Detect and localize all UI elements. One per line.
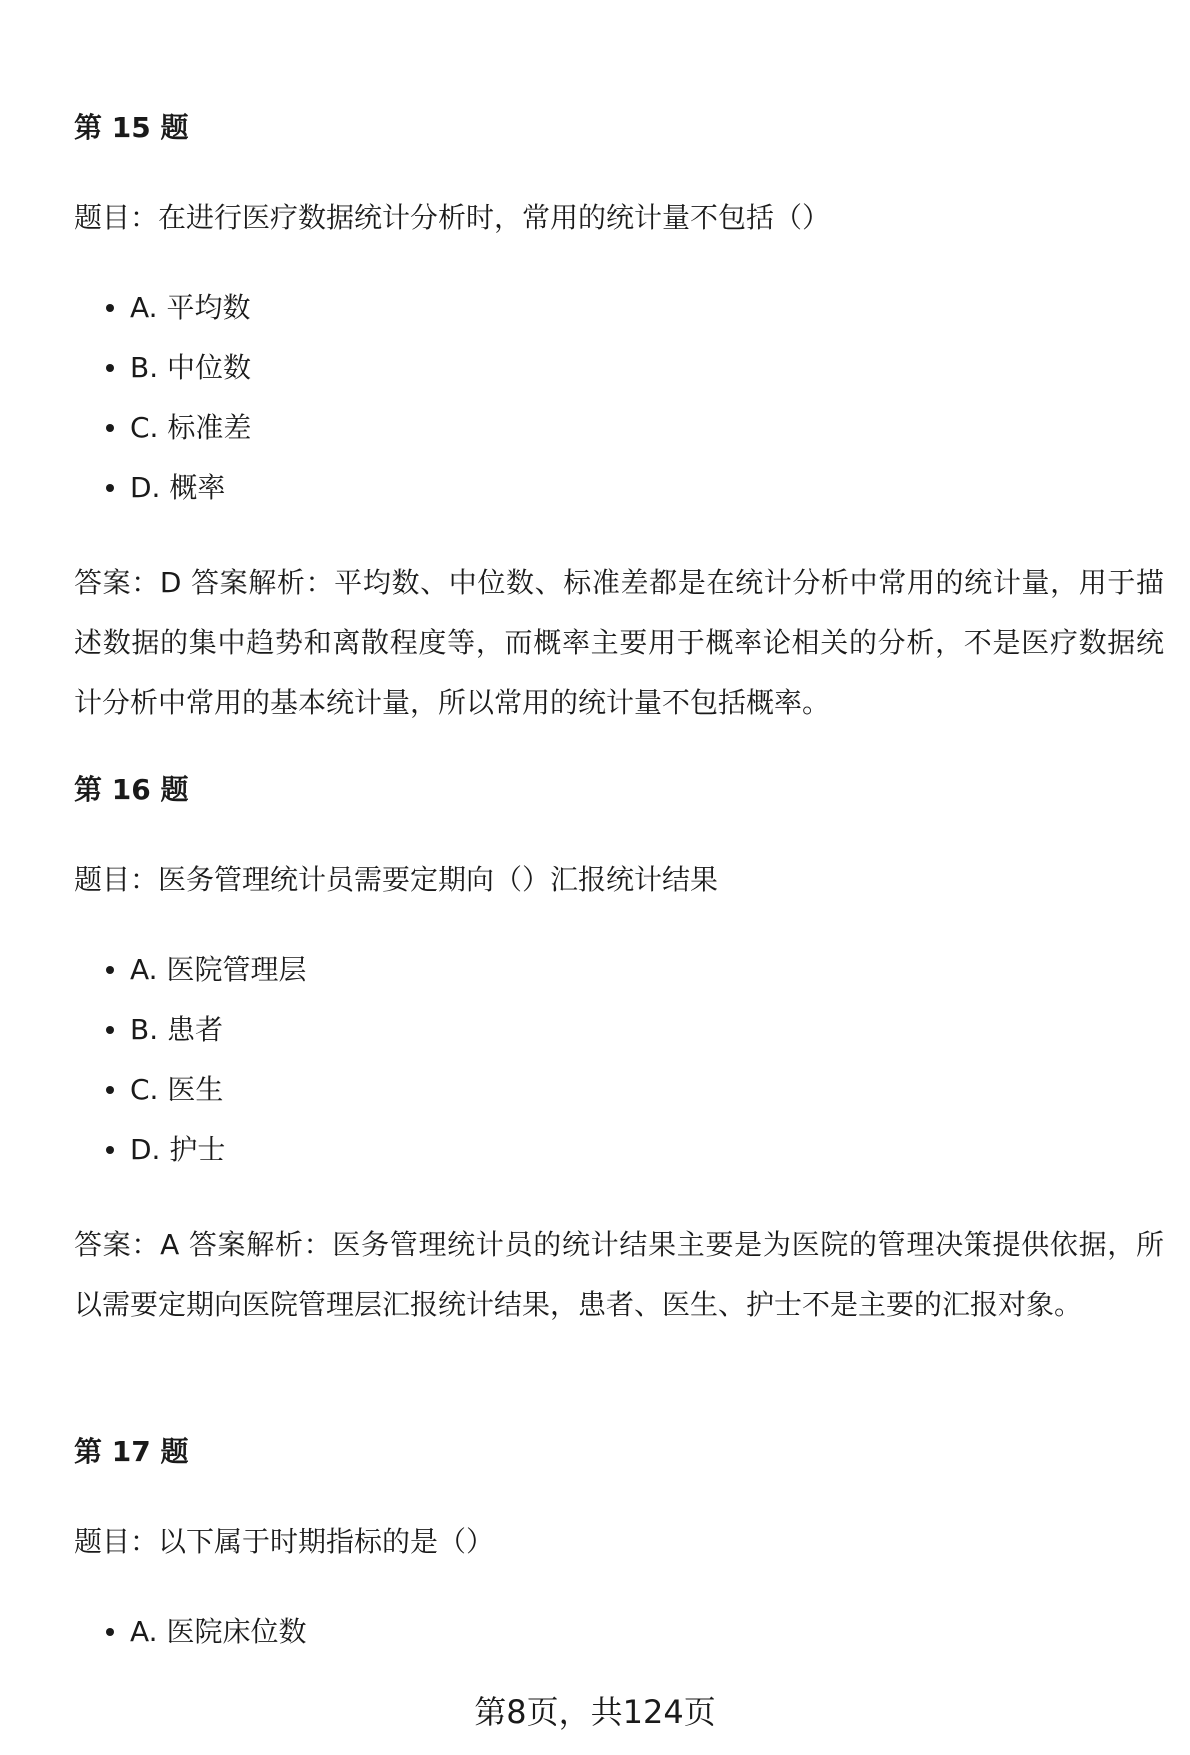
bullet-icon — [106, 484, 114, 492]
option-list — [74, 1614, 306, 1674]
bullet-icon — [106, 424, 114, 432]
option-d — [74, 1132, 306, 1192]
option-label: D. 护士 — [130, 1133, 226, 1166]
bullet-icon — [106, 304, 114, 312]
question-heading: 第 17 题 — [74, 1435, 189, 1468]
option-c — [74, 410, 251, 470]
option-b — [74, 350, 251, 410]
option-label: B. 患者 — [130, 1013, 224, 1046]
option-a — [74, 1614, 306, 1674]
answer-explanation: 答案：A 答案解析：医务管理统计员的统计结果主要是为医院的管理决策提供依据，所以需要定期向医院管理层汇报统计结果，患者、医生、护士不是主要的汇报对象。 — [74, 1228, 1164, 1321]
option-label: C. 医生 — [130, 1073, 224, 1106]
bullet-icon — [106, 364, 114, 372]
question-stem: 题目：医务管理统计员需要定期向（）汇报统计结果 — [74, 863, 719, 896]
option-label: A. 医院床位数 — [130, 1615, 307, 1648]
bullet-icon — [106, 1086, 114, 1094]
option-a — [74, 290, 251, 350]
option-d — [74, 470, 251, 530]
option-label: D. 概率 — [130, 471, 226, 504]
bullet-icon — [106, 1146, 114, 1154]
question-stem: 题目：以下属于时期指标的是（） — [74, 1525, 495, 1558]
question-heading: 第 16 题 — [74, 773, 189, 806]
option-a — [74, 952, 306, 1012]
page-number-footer: 第8页，共124页 — [474, 1693, 716, 1731]
option-label: B. 中位数 — [130, 351, 252, 384]
option-label: C. 标准差 — [130, 411, 252, 444]
option-label: A. 平均数 — [130, 291, 251, 324]
question-heading: 第 15 题 — [74, 111, 189, 144]
option-list — [74, 290, 251, 530]
bullet-icon — [106, 966, 114, 974]
bullet-icon — [106, 1026, 114, 1034]
answer-explanation: 答案：D 答案解析：平均数、中位数、标准差都是在统计分析中常用的统计量，用于描述数据的集中趋势和离散程度等，而概率主要用于概率论相关的分析，不是医疗数据统计分析中常用的基本统计量，所以常用的统计量不包括概率。 — [74, 566, 1164, 719]
option-b — [74, 1012, 306, 1072]
option-c — [74, 1072, 306, 1132]
option-label: A. 医院管理层 — [130, 953, 307, 986]
option-list — [74, 952, 306, 1192]
question-stem: 题目：在进行医疗数据统计分析时，常用的统计量不包括（） — [74, 201, 831, 234]
bullet-icon — [106, 1628, 114, 1636]
